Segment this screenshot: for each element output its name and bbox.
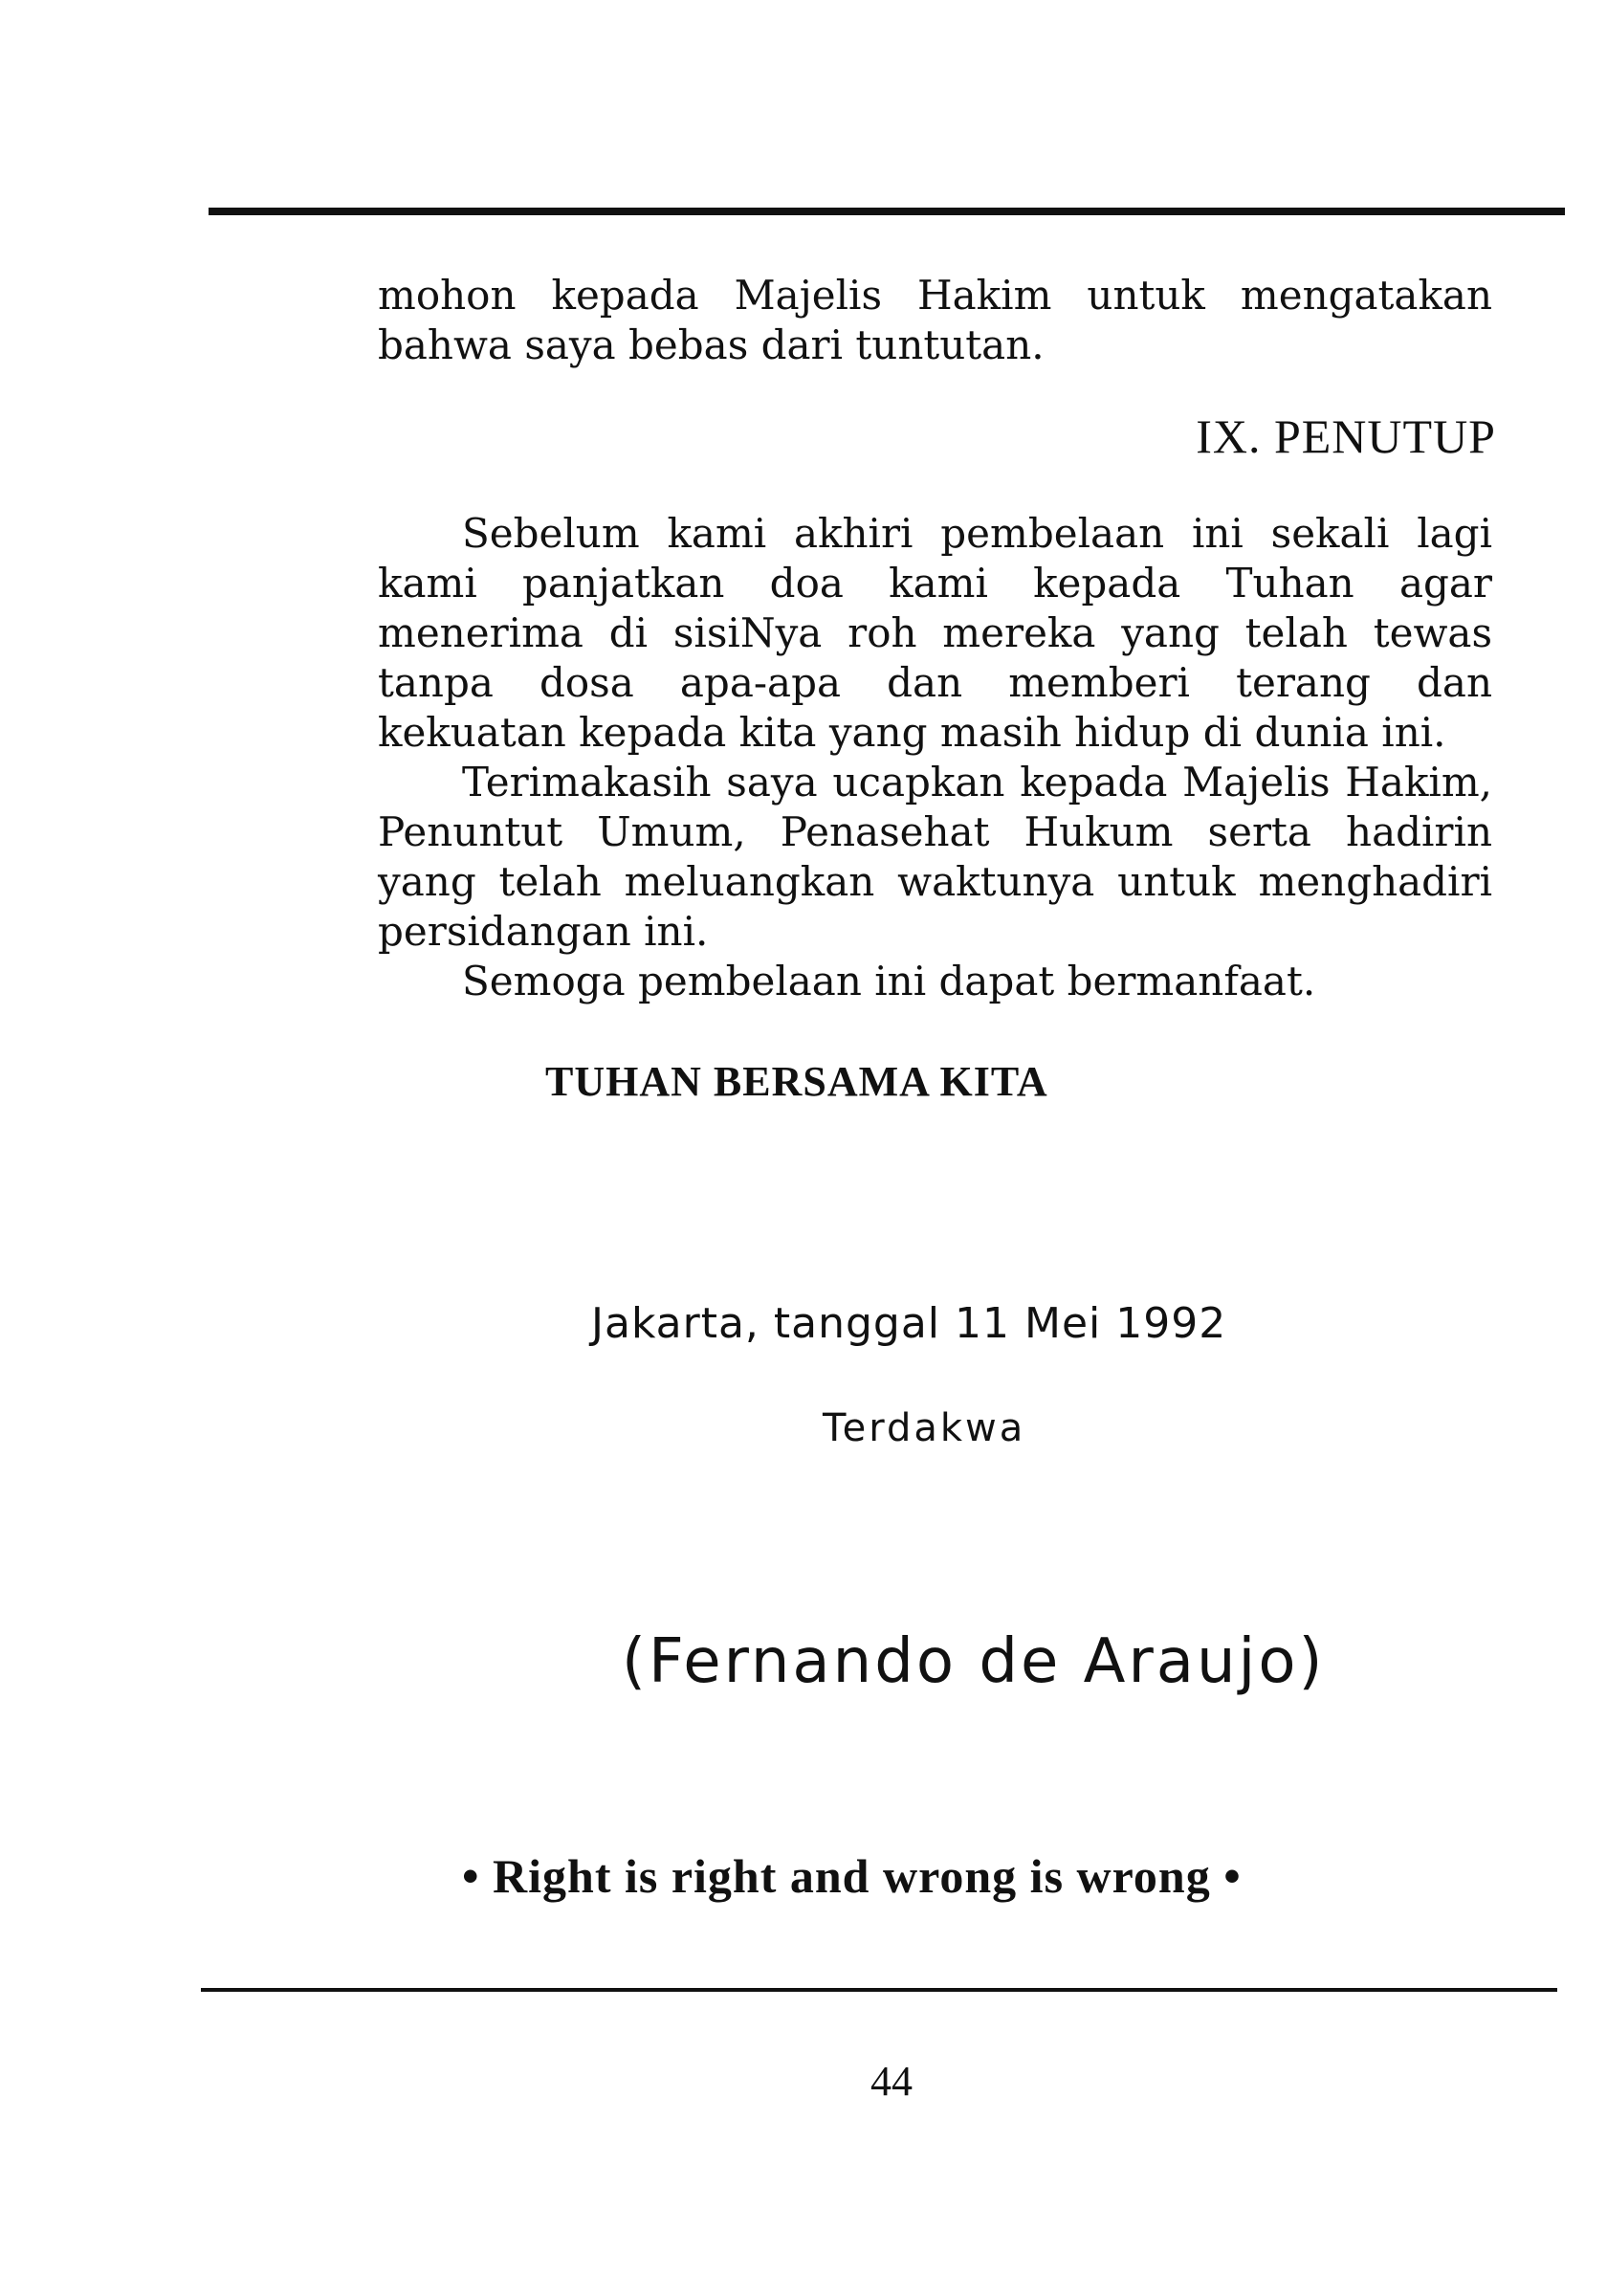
closing-paragraph-thanks: Terimakasih saya ucapkan kepada Majelis Hakim, Penuntut Umum, Penasehat Hukum serta hadirin yang telah meluangkan waktunya untuk menghadiri persidangan ini. <box>378 759 1492 955</box>
bottom-rule <box>201 1988 1557 1992</box>
closing-paragraph-prayer: Sebelum kami akhiri pembelaan ini sekali lagi kami panjatkan doa kami kepada Tuhan agar menerima di sisiNya roh mereka yang telah tewas tanpa dosa apa-apa dan memberi terang dan kekuatan kepada kita yang masih hidup di dunia ini. <box>378 510 1492 756</box>
section-heading: IX. PENUTUP <box>1196 409 1496 463</box>
intro-text: mohon kepada Majelis Hakim untuk mengatakan bahwa saya bebas dari tuntutan. <box>378 272 1492 368</box>
closing-paragraph-wish: Semoga pembelaan ini dapat bermanfaat. <box>462 958 1316 1004</box>
slogan: • Right is right and wrong is wrong • <box>462 1849 1242 1903</box>
top-rule <box>209 208 1565 215</box>
signatory-role: Terdakwa <box>823 1406 1026 1450</box>
intro-paragraph <box>378 271 1492 370</box>
page-number: 44 <box>870 2058 913 2105</box>
signatory-name: (Fernando de Araujo) <box>622 1626 1326 1697</box>
place-date: Jakarta, tanggal 11 Mei 1992 <box>591 1299 1227 1348</box>
motto: TUHAN BERSAMA KITA <box>545 1058 1048 1105</box>
closing-section <box>378 509 1492 1006</box>
